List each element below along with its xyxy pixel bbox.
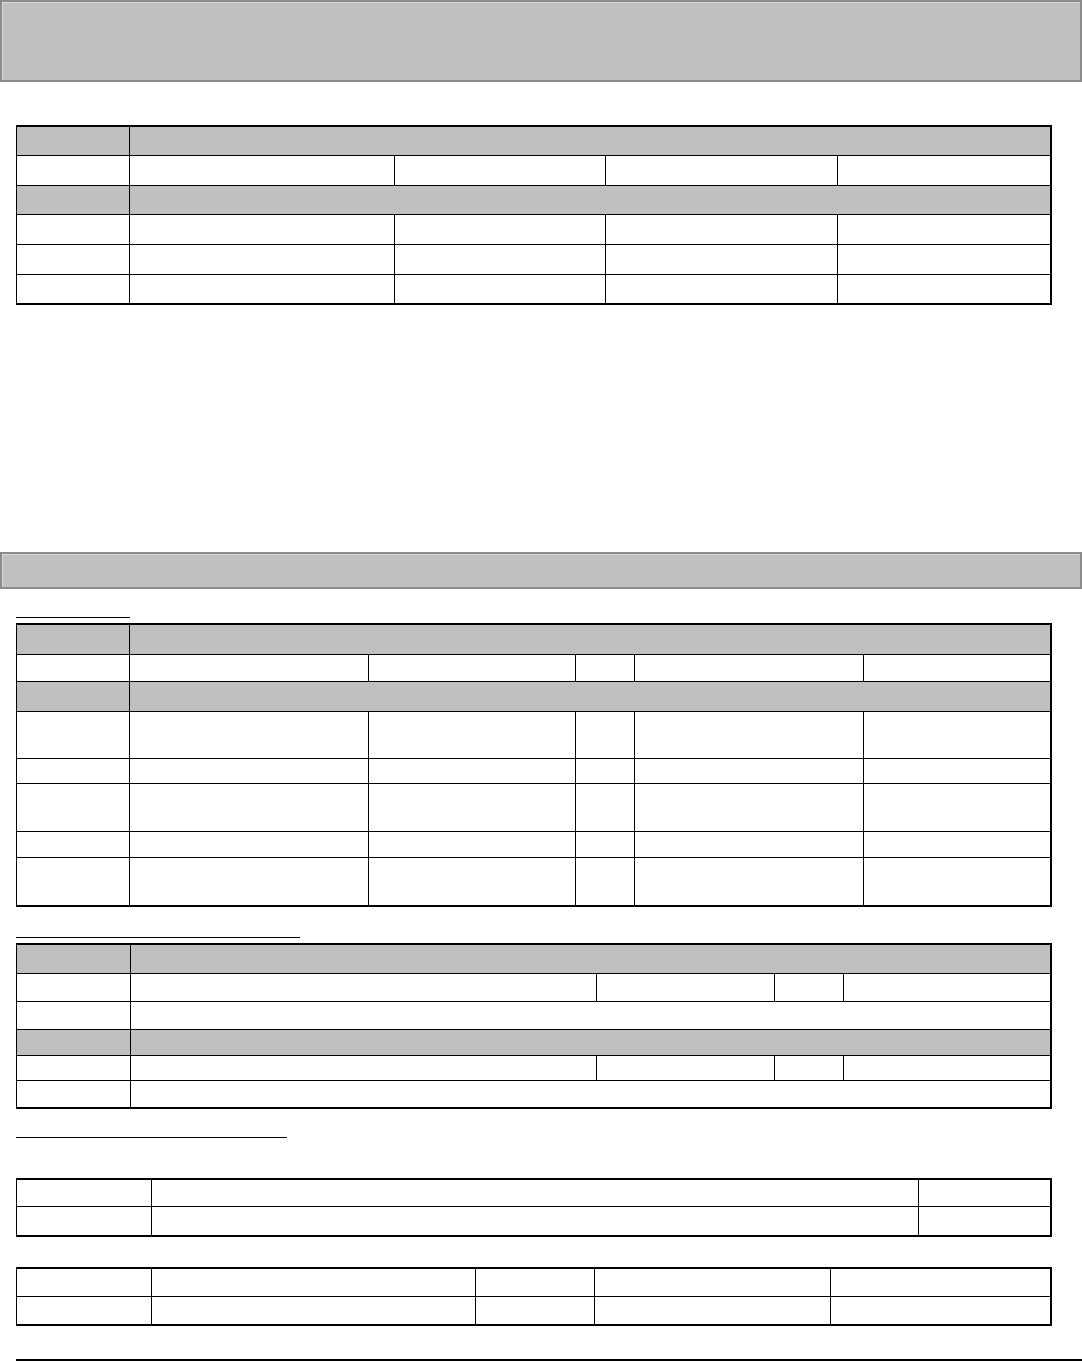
table-row [17,1001,1051,1029]
section-header-band [0,552,1082,589]
table-cell[interactable] [17,1268,152,1296]
form-table-1 [16,125,1052,305]
table-cell [130,126,1051,155]
table-row [17,1206,1051,1236]
table-cell[interactable] [131,1001,1051,1029]
table-cell[interactable] [130,857,369,906]
form-table-5 [16,1267,1052,1326]
table-cell[interactable] [635,711,864,758]
table-cell[interactable] [17,711,130,758]
table-cell[interactable] [606,155,838,185]
table-row [17,214,1051,244]
form-table-2 [16,623,1052,907]
table-row [17,1055,1051,1080]
table-cell[interactable] [775,973,844,1001]
table-cell[interactable] [576,711,635,758]
subsection-c-underline [16,1137,287,1138]
table-cell[interactable] [919,1206,1051,1236]
table-cell[interactable] [635,654,864,681]
table-cell[interactable] [606,274,838,304]
table-row [17,711,1051,758]
table-cell[interactable] [576,758,635,783]
table-cell[interactable] [838,155,1051,185]
table-cell [17,681,130,711]
table-cell[interactable] [131,1080,1051,1108]
table-row [17,857,1051,906]
table-cell[interactable] [130,155,395,185]
table-cell[interactable] [17,1179,152,1206]
table-cell[interactable] [864,654,1051,681]
table-row [17,155,1051,185]
table-cell[interactable] [130,274,395,304]
table-cell[interactable] [17,274,130,304]
table-cell[interactable] [130,783,369,831]
table-row [17,185,1051,214]
table-cell[interactable] [130,831,369,857]
table-cell [130,681,1051,711]
table-row [17,274,1051,304]
table-row [17,1179,1051,1206]
table-cell[interactable] [130,758,369,783]
table-cell[interactable] [17,758,130,783]
table-cell[interactable] [831,1296,1051,1325]
table-cell[interactable] [576,654,635,681]
table-cell[interactable] [152,1206,919,1236]
bottom-rule [16,1359,1082,1361]
table-row [17,681,1051,711]
table-row [17,654,1051,681]
form-table-3 [16,943,1052,1109]
table-cell[interactable] [476,1268,595,1296]
table-cell[interactable] [844,1055,1051,1080]
table-row [17,783,1051,831]
table-cell[interactable] [17,1296,152,1325]
table-cell[interactable] [838,214,1051,244]
table-cell[interactable] [864,783,1051,831]
table-cell[interactable] [831,1268,1051,1296]
table-cell[interactable] [369,857,576,906]
top-header-band [0,0,1082,82]
table-cell[interactable] [606,214,838,244]
table-row [17,758,1051,783]
table-cell[interactable] [838,244,1051,274]
form-table-4 [16,1178,1052,1237]
table-cell[interactable] [635,783,864,831]
table-cell [17,624,130,654]
table-cell [130,185,1051,214]
table-row [17,244,1051,274]
table-cell[interactable] [635,831,864,857]
table-cell[interactable] [152,1179,919,1206]
table-cell[interactable] [17,831,130,857]
table-cell[interactable] [369,783,576,831]
table-cell[interactable] [17,1206,152,1236]
table-row [17,624,1051,654]
table-cell[interactable] [369,654,576,681]
table-cell[interactable] [864,758,1051,783]
table-cell [17,126,130,155]
table-cell[interactable] [395,244,606,274]
table-cell[interactable] [838,274,1051,304]
table-cell[interactable] [130,654,369,681]
table-cell[interactable] [17,1055,131,1080]
table-cell[interactable] [476,1296,595,1325]
table-cell[interactable] [369,831,576,857]
table-cell[interactable] [635,758,864,783]
table-cell [17,185,130,214]
table-cell[interactable] [17,214,130,244]
table-cell[interactable] [595,1268,831,1296]
table-cell[interactable] [152,1296,476,1325]
table-row [17,126,1051,155]
table-cell[interactable] [597,1055,775,1080]
subsection-b-underline [16,937,300,938]
table-cell[interactable] [864,831,1051,857]
table-cell[interactable] [17,155,130,185]
table-cell[interactable] [17,654,130,681]
table-cell[interactable] [395,214,606,244]
subsection-a-underline [16,617,130,618]
table-cell[interactable] [369,758,576,783]
table-row [17,973,1051,1001]
table-cell[interactable] [17,783,130,831]
table-cell[interactable] [395,274,606,304]
table-cell [17,1029,131,1055]
table-cell[interactable] [595,1296,831,1325]
table-row [17,944,1051,973]
table-cell[interactable] [635,857,864,906]
table-cell[interactable] [130,214,395,244]
table-row [17,831,1051,857]
table-cell[interactable] [17,1080,131,1108]
table-cell[interactable] [576,831,635,857]
table-cell [130,624,1051,654]
table-cell[interactable] [17,973,131,1001]
table-cell[interactable] [864,711,1051,758]
table-cell[interactable] [130,244,395,274]
table-cell[interactable] [606,244,838,274]
table-cell[interactable] [131,1055,597,1080]
table-cell[interactable] [775,1055,844,1080]
table-row [17,1296,1051,1325]
table-cell[interactable] [130,711,369,758]
table-cell[interactable] [17,1001,131,1029]
table-row [17,1268,1051,1296]
table-cell[interactable] [919,1179,1051,1206]
table-cell [17,944,131,973]
table-cell[interactable] [597,973,775,1001]
table-cell[interactable] [395,155,606,185]
table-row [17,1029,1051,1055]
table-cell[interactable] [844,973,1051,1001]
table-cell[interactable] [864,857,1051,906]
table-cell[interactable] [576,857,635,906]
table-cell[interactable] [17,857,130,906]
table-cell[interactable] [369,711,576,758]
table-cell[interactable] [576,783,635,831]
table-cell [131,1029,1051,1055]
table-cell[interactable] [17,244,130,274]
table-row [17,1080,1051,1108]
table-cell [131,944,1051,973]
table-cell[interactable] [131,973,597,1001]
table-cell[interactable] [152,1268,476,1296]
